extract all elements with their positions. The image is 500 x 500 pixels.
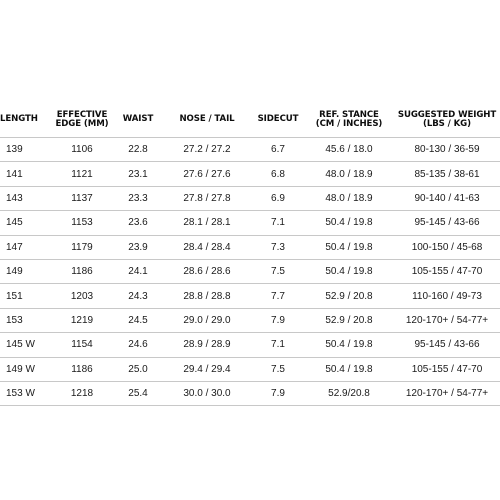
header-ref-stance [304, 103, 394, 138]
table-row [0, 284, 500, 308]
cell-suggested-weight: 85-135 / 38-61 [394, 162, 500, 186]
cell-waist: 24.1 [114, 259, 162, 283]
cell-nose-tail: 27.6 / 27.6 [162, 162, 252, 186]
cell-nose-tail: 29.4 / 29.4 [162, 357, 252, 381]
table-row [0, 211, 500, 235]
cell-length: 149 W [0, 357, 50, 381]
header-effective-edge [50, 103, 114, 138]
cell-nose-tail: 27.8 / 27.8 [162, 186, 252, 210]
cell-length: 145 [0, 211, 50, 235]
cell-sidecut: 7.9 [252, 308, 304, 332]
cell-suggested-weight: 95-145 / 43-66 [394, 211, 500, 235]
cell-ref-stance: 50.4 / 19.8 [304, 259, 394, 283]
cell-effective-edge: 1218 [50, 381, 114, 405]
cell-ref-stance: 50.4 / 19.8 [304, 333, 394, 357]
cell-sidecut: 7.9 [252, 381, 304, 405]
cell-suggested-weight: 120-170+ / 54-77+ [394, 308, 500, 332]
cell-waist: 23.1 [114, 162, 162, 186]
table-row [0, 259, 500, 283]
cell-effective-edge: 1106 [50, 138, 114, 162]
cell-suggested-weight: 120-170+ / 54-77+ [394, 381, 500, 405]
cell-length: 151 [0, 284, 50, 308]
snowboard-size-table [0, 103, 500, 406]
cell-ref-stance: 45.6 / 18.0 [304, 138, 394, 162]
cell-nose-tail: 28.8 / 28.8 [162, 284, 252, 308]
cell-ref-stance: 48.0 / 18.9 [304, 186, 394, 210]
cell-length: 145 W [0, 333, 50, 357]
cell-length: 143 [0, 186, 50, 210]
cell-effective-edge: 1219 [50, 308, 114, 332]
cell-effective-edge: 1203 [50, 284, 114, 308]
cell-effective-edge: 1186 [50, 357, 114, 381]
cell-length: 149 [0, 259, 50, 283]
header-nose-tail [162, 103, 252, 138]
cell-suggested-weight: 105-155 / 47-70 [394, 259, 500, 283]
cell-ref-stance: 48.0 / 18.9 [304, 162, 394, 186]
cell-waist: 25.4 [114, 381, 162, 405]
cell-waist: 25.0 [114, 357, 162, 381]
cell-suggested-weight: 90-140 / 41-63 [394, 186, 500, 210]
cell-suggested-weight: 110-160 / 49-73 [394, 284, 500, 308]
header-ref-stance-line2: (CM / INCHES) [315, 119, 383, 129]
cell-sidecut: 7.1 [252, 211, 304, 235]
cell-nose-tail: 28.9 / 28.9 [162, 333, 252, 357]
header-sidecut [252, 103, 304, 138]
cell-waist: 23.6 [114, 211, 162, 235]
header-effective-edge-line2: EDGE (MM) [55, 119, 109, 129]
table-header-row [0, 103, 500, 138]
cell-sidecut: 7.5 [252, 357, 304, 381]
cell-nose-tail: 28.6 / 28.6 [162, 259, 252, 283]
cell-waist: 22.8 [114, 138, 162, 162]
table-row [0, 186, 500, 210]
cell-sidecut: 7.3 [252, 235, 304, 259]
header-sidecut-label: SIDECUT [257, 114, 299, 125]
cell-sidecut: 6.8 [252, 162, 304, 186]
cell-waist: 24.3 [114, 284, 162, 308]
table-row [0, 357, 500, 381]
cell-nose-tail: 29.0 / 29.0 [162, 308, 252, 332]
cell-nose-tail: 30.0 / 30.0 [162, 381, 252, 405]
cell-ref-stance: 50.4 / 19.8 [304, 357, 394, 381]
cell-nose-tail: 28.4 / 28.4 [162, 235, 252, 259]
header-length-label: LENGTH [0, 114, 38, 125]
table-row [0, 308, 500, 332]
header-length [0, 103, 50, 138]
header-waist-label: WAIST [122, 114, 154, 125]
cell-waist: 24.6 [114, 333, 162, 357]
cell-waist: 23.9 [114, 235, 162, 259]
table-row [0, 162, 500, 186]
cell-ref-stance: 52.9 / 20.8 [304, 284, 394, 308]
cell-sidecut: 7.7 [252, 284, 304, 308]
cell-length: 139 [0, 138, 50, 162]
cell-effective-edge: 1154 [50, 333, 114, 357]
cell-sidecut: 6.9 [252, 186, 304, 210]
cell-effective-edge: 1121 [50, 162, 114, 186]
cell-waist: 24.5 [114, 308, 162, 332]
cell-effective-edge: 1186 [50, 259, 114, 283]
cell-suggested-weight: 80-130 / 36-59 [394, 138, 500, 162]
cell-effective-edge: 1179 [50, 235, 114, 259]
cell-nose-tail: 28.1 / 28.1 [162, 211, 252, 235]
cell-sidecut: 7.5 [252, 259, 304, 283]
header-effective-edge-line1: EFFECTIVE [56, 109, 108, 120]
cell-sidecut: 6.7 [252, 138, 304, 162]
cell-length: 141 [0, 162, 50, 186]
cell-waist: 23.3 [114, 186, 162, 210]
header-suggested-weight [394, 103, 500, 138]
cell-length: 153 W [0, 381, 50, 405]
cell-suggested-weight: 95-145 / 43-66 [394, 333, 500, 357]
table-row [0, 333, 500, 357]
header-ref-stance-line1: REF. STANCE [319, 109, 379, 120]
cell-effective-edge: 1153 [50, 211, 114, 235]
cell-suggested-weight: 100-150 / 45-68 [394, 235, 500, 259]
cell-length: 153 [0, 308, 50, 332]
cell-nose-tail: 27.2 / 27.2 [162, 138, 252, 162]
cell-ref-stance: 50.4 / 19.8 [304, 235, 394, 259]
cell-length: 147 [0, 235, 50, 259]
header-waist [114, 103, 162, 138]
cell-effective-edge: 1137 [50, 186, 114, 210]
table-row [0, 235, 500, 259]
table-row [0, 138, 500, 162]
header-suggested-weight-line1: SUGGESTED WEIGHT [397, 109, 497, 120]
header-suggested-weight-line2: (LBS / KG) [423, 119, 471, 129]
cell-sidecut: 7.1 [252, 333, 304, 357]
cell-ref-stance: 52.9 / 20.8 [304, 308, 394, 332]
table-body [0, 138, 500, 406]
table-row [0, 381, 500, 405]
cell-ref-stance: 52.9/20.8 [304, 381, 394, 405]
cell-suggested-weight: 105-155 / 47-70 [394, 357, 500, 381]
cell-ref-stance: 50.4 / 19.8 [304, 211, 394, 235]
header-nose-tail-label: NOSE / TAIL [179, 114, 235, 125]
